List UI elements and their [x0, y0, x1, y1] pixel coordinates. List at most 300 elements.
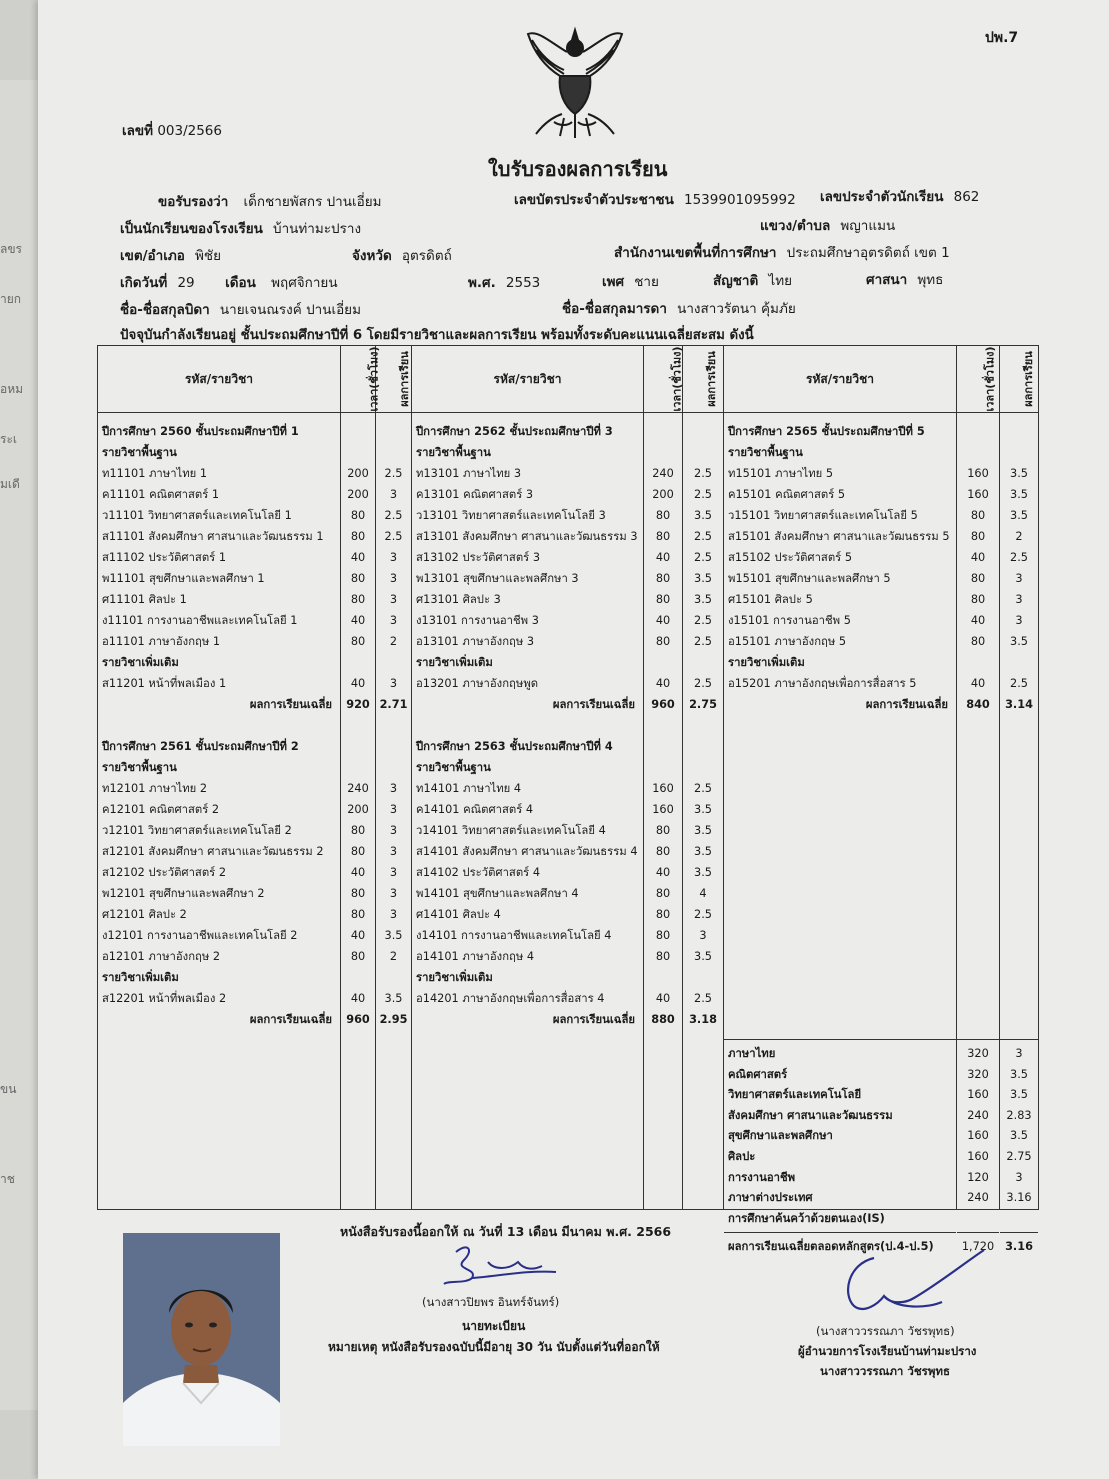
summary-grade: 3.5 [1010, 1067, 1028, 1081]
grade-header [1000, 346, 1039, 413]
form-code: ปพ.7 [985, 30, 1019, 46]
hours-header-label: เวลา(ชั่วโมง) [983, 346, 997, 412]
subject-hours: 40 [655, 677, 671, 690]
validity-note: หมายเหตุ หนังสือรับรองฉบับนี้มีอายุ 30 วัน นับตั้งแต่วันที่ออกให้ [328, 1340, 660, 1354]
subject-name: อ12101 ภาษาอังกฤษ 2 [102, 950, 221, 963]
section-heading: ปีการศึกษา 2560 ชั้นประถมศึกษาปีที่ 1 [102, 425, 299, 438]
subject-grade: 2.5 [694, 635, 712, 648]
summary-hours: 240 [967, 1108, 989, 1122]
col3-subjects [724, 413, 957, 1254]
summary-divider [724, 1039, 956, 1040]
summary-subject: คณิตศาสตร์ [728, 1067, 788, 1081]
subject-name: ง12101 การงานอาชีพและเทคโนโลยี 2 [102, 929, 298, 942]
background-text: ขน [0, 1082, 17, 1096]
subject-name: ค13101 คณิตศาสตร์ 3 [416, 488, 534, 501]
nationality-line [713, 269, 792, 291]
col2-hours [644, 413, 683, 1210]
document-title: ใบรับรองผลการเรียน [488, 157, 668, 181]
born-day: 29 [177, 275, 195, 291]
province-label: จังหวัด [352, 248, 392, 264]
average-label: ผลการเรียนเฉลี่ย [865, 698, 948, 711]
subject-grade: 2 [1015, 530, 1023, 543]
student-id-label: เลขประจำตัวนักเรียน [820, 189, 944, 205]
subject-hours: 40 [350, 866, 366, 879]
subject-hours: 80 [655, 908, 671, 921]
subject-hours: 80 [350, 530, 366, 543]
average-hours: 880 [651, 1013, 675, 1026]
subject-name: อ11101 ภาษาอังกฤษ 1 [102, 635, 221, 648]
subject-name: พ15101 สุขศึกษาและพลศึกษา 5 [728, 572, 891, 585]
total-grade: 3.16 [1005, 1240, 1033, 1254]
father-name: นายเจนณรงค์ ปานเอี่ยม [219, 302, 361, 318]
subject-name: อ14101 ภาษาอังกฤษ 4 [416, 950, 535, 963]
mother-line [562, 297, 796, 319]
summary-hours: 320 [967, 1067, 989, 1081]
subject-hours: 160 [967, 488, 989, 501]
summary-hours: 160 [967, 1088, 989, 1102]
average-hours: 960 [346, 1013, 370, 1026]
section-heading: รายวิชาพื้นฐาน [102, 446, 177, 459]
director-name-line2: นางสาววรรณภา วัชรพุทธ [820, 1364, 951, 1378]
id-card-number: 1539901095992 [684, 192, 796, 208]
subject-name: ส11102 ประวัติศาสตร์ 1 [102, 551, 227, 564]
subject-hours: 80 [655, 593, 671, 606]
summary-divider [1000, 1039, 1038, 1040]
subject-name: ง14101 การงานอาชีพและเทคโนโลยี 4 [416, 929, 612, 942]
subject-name: ท13101 ภาษาไทย 3 [416, 467, 522, 480]
subject-grade: 2.5 [694, 614, 712, 627]
summary-grade: 3.5 [1010, 1088, 1028, 1102]
subject-name: ศ13101 ศิลปะ 3 [416, 593, 501, 606]
average-label: ผลการเรียนเฉลี่ย [552, 1013, 635, 1026]
subject-grade: 3 [389, 488, 398, 501]
summary-subject: การงานอาชีพ [728, 1170, 796, 1184]
summary-hours: 120 [967, 1170, 989, 1184]
subject-name: ศ15101 ศิลปะ 5 [728, 593, 813, 606]
subject-hours: 80 [970, 530, 986, 543]
subject-name: ท15101 ภาษาไทย 5 [728, 467, 834, 480]
average-hours: 920 [346, 698, 370, 711]
subject-name: ศ12101 ศิลปะ 2 [102, 908, 187, 921]
birth-line [120, 271, 338, 293]
average-grade: 2.95 [379, 1013, 408, 1026]
subject-hours: 80 [350, 572, 366, 585]
subject-header: รหัส/รายวิชา [98, 346, 341, 413]
subject-name: ท12101 ภาษาไทย 2 [102, 782, 208, 795]
section-heading: รายวิชาพื้นฐาน [102, 761, 177, 774]
hours-header [644, 346, 683, 413]
subject-grade: 2.5 [694, 908, 712, 921]
subject-hours: 80 [350, 887, 366, 900]
summary-subject: ภาษาไทย [728, 1047, 776, 1060]
summary-subject: สังคมศึกษา ศาสนาและวัฒนธรรม [728, 1108, 893, 1122]
subject-grade: 3.5 [384, 992, 403, 1005]
subdistrict-value: พญาแมน [840, 218, 896, 234]
subject-name: ส12102 ประวัติศาสตร์ 2 [102, 866, 227, 879]
summary-grade: 3 [1015, 1170, 1023, 1184]
subject-grade: 3.5 [694, 593, 712, 606]
subject-grade: 3.5 [1010, 509, 1028, 522]
average-grade: 3.18 [689, 1013, 717, 1026]
background-text: ายก [0, 292, 22, 306]
subject-grade: 2.5 [694, 551, 712, 564]
section-heading: รายวิชาพื้นฐาน [416, 446, 491, 459]
director-signature [838, 1244, 998, 1324]
subject-grade: 3.5 [694, 950, 712, 963]
doc-number [122, 119, 222, 141]
province-value: อุตรดิตถ์ [401, 248, 452, 264]
subject-grade: 3 [389, 866, 398, 879]
sex-line [602, 270, 659, 292]
sex-label: เพศ [602, 274, 625, 290]
subject-hours: 200 [347, 467, 369, 480]
summary-divider [957, 1039, 999, 1040]
section-heading: ปีการศึกษา 2565 ชั้นประถมศึกษาปีที่ 5 [728, 425, 925, 438]
subject-hours: 80 [655, 887, 671, 900]
background-text: อหม [0, 382, 24, 396]
total-label: ผลการเรียนเฉลี่ยตลอดหลักสูตร(ป.4-ป.5) [728, 1240, 934, 1254]
id-card-line [514, 188, 796, 210]
current-statement: ปัจจุบันกำลังเรียนอยู่ ชั้นประถมศึกษาปีที่ 6 โดยมีรายวิชาและผลการเรียน พร้อมทั้งระดับคะแนนเฉลี่ยสะสม ดังนี้ [120, 328, 754, 343]
subject-grade: 2.5 [1010, 551, 1028, 564]
subject-hours: 40 [350, 614, 366, 627]
subject-hours: 80 [350, 908, 366, 921]
hours-header-label: เวลา(ชั่วโมง) [367, 346, 381, 412]
born-year: 2553 [505, 275, 541, 291]
id-card-label: เลขบัตรประจำตัวประชาชน [514, 192, 674, 208]
office-label: สำนักงานเขตพื้นที่การศึกษา [614, 245, 777, 261]
director-name: (นางสาววรรณภา วัชรพุทธ) [816, 1324, 955, 1338]
subject-grade: 2.5 [694, 992, 712, 1005]
col3-hours [957, 413, 1000, 1254]
average-grade: 3.14 [1005, 698, 1033, 711]
school-name: บ้านท่ามะปราง [273, 221, 362, 237]
grade-header [683, 346, 724, 413]
district-label: เขต/อำเภอ [120, 248, 185, 264]
subject-hours: 80 [970, 593, 986, 606]
subject-hours: 40 [970, 614, 986, 627]
section-heading: รายวิชาเพิ่มเติม [416, 656, 493, 669]
subject-grade: 3 [389, 551, 398, 564]
subject-name: ท14101 ภาษาไทย 4 [416, 782, 522, 795]
mother-name: นางสาวรัตนา คุ้มภัย [677, 301, 796, 317]
subject-name: ว12101 วิทยาศาสตร์และเทคโนโลยี 2 [102, 824, 292, 837]
subject-grade: 3 [1015, 593, 1023, 606]
total-divider [957, 1232, 999, 1233]
section-heading: ปีการศึกษา 2563 ชั้นประถมศึกษาปีที่ 4 [416, 740, 613, 753]
subject-header: รหัส/รายวิชา [412, 346, 644, 413]
subject-hours: 80 [350, 950, 366, 963]
subject-hours: 80 [970, 509, 986, 522]
subject-hours: 80 [655, 635, 671, 648]
grade-header-label: ผลการเรียน [704, 351, 718, 407]
section-heading: ปีการศึกษา 2562 ชั้นประถมศึกษาปีที่ 3 [416, 425, 613, 438]
subject-grade: 3.5 [1010, 635, 1028, 648]
subject-grade: 4 [699, 887, 707, 900]
subdistrict-line [760, 214, 895, 236]
subject-name: พ13101 สุขศึกษาและพลศึกษา 3 [416, 572, 579, 585]
subject-grade: 3.5 [1010, 467, 1028, 480]
subject-hours: 200 [347, 803, 369, 816]
subject-grade: 3 [389, 572, 398, 585]
subject-name: ส11201 หน้าที่พลเมือง 1 [102, 677, 227, 690]
subject-grade: 3 [389, 824, 398, 837]
subject-name: ว13101 วิทยาศาสตร์และเทคโนโลยี 3 [416, 509, 606, 522]
student-photo [123, 1233, 280, 1446]
subject-grade: 3 [389, 803, 398, 816]
subject-name: อ14201 ภาษาอังกฤษเพื่อการสื่อสาร 4 [416, 992, 605, 1005]
col3-grades [1000, 413, 1039, 1254]
background-text: ลขร [0, 242, 23, 256]
info-line-1 [158, 190, 382, 212]
subject-name: อ13101 ภาษาอังกฤษ 3 [416, 635, 535, 648]
nationality-value: ไทย [768, 273, 793, 289]
subject-grade: 2.5 [384, 530, 403, 543]
subject-header: รหัส/รายวิชา [724, 346, 957, 413]
subject-grade: 3.5 [694, 509, 712, 522]
summary-grade: 3 [1015, 1047, 1023, 1060]
summary-hours: 160 [967, 1129, 989, 1143]
section-heading: รายวิชาพื้นฐาน [728, 446, 803, 459]
doc-number-value: 003/2566 [157, 123, 222, 139]
sex-value: ชาย [634, 274, 659, 290]
subject-name: ส15102 ประวัติศาสตร์ 5 [728, 551, 853, 564]
director-title: ผู้อำนวยการโรงเรียนบ้านท่ามะปราง [798, 1344, 977, 1358]
summary-grade: 3.16 [1006, 1191, 1032, 1205]
birth-year-line [468, 271, 540, 293]
summary-subject: การศึกษาค้นคว้าด้วยตนเอง(IS) [728, 1211, 885, 1225]
subject-grade: 2.5 [694, 782, 712, 795]
certify-label: ขอรับรองว่า [158, 194, 229, 210]
subject-hours: 80 [970, 572, 986, 585]
subject-name: ท11101 ภาษาไทย 1 [102, 467, 208, 480]
school-line [120, 217, 361, 239]
subject-name: ง13101 การงานอาชีพ 3 [416, 614, 539, 627]
registrar-title: นายทะเบียน [462, 1319, 526, 1333]
total-divider [724, 1232, 956, 1233]
subject-hours: 40 [350, 929, 366, 942]
hours-header-label: เวลา(ชั่วโมง) [670, 346, 684, 412]
table-body-row [98, 413, 1039, 1210]
subject-grade: 3 [389, 677, 398, 690]
nationality-label: สัญชาติ [713, 273, 759, 289]
subject-name: ค14101 คณิตศาสตร์ 4 [416, 803, 534, 816]
subject-hours: 40 [655, 551, 671, 564]
section-heading: รายวิชาพื้นฐาน [416, 761, 491, 774]
subject-grade: 2.5 [694, 488, 712, 501]
subject-hours: 80 [655, 509, 671, 522]
district-line [120, 244, 221, 266]
col1-hours [341, 413, 376, 1210]
subject-name: ค12101 คณิตศาสตร์ 2 [102, 803, 220, 816]
subject-hours: 40 [970, 677, 986, 690]
father-line [120, 298, 361, 320]
student-id-line [820, 185, 979, 207]
subject-grade: 3 [389, 614, 398, 627]
subject-hours: 200 [347, 488, 369, 501]
subject-grade: 2.5 [384, 509, 403, 522]
subject-hours: 40 [970, 551, 986, 564]
subject-name: อ15101 ภาษาอังกฤษ 5 [728, 635, 847, 648]
subject-grade: 3 [389, 887, 398, 900]
subject-grade: 3 [1015, 614, 1023, 627]
subject-grade: 2.5 [694, 530, 712, 543]
student-name: เด็กชายพัสกร ปานเอี่ยม [243, 194, 382, 210]
subject-name: ง15101 การงานอาชีพ 5 [728, 614, 851, 627]
grade-header-label: ผลการเรียน [1021, 351, 1035, 407]
religion-label: ศาสนา [866, 272, 908, 288]
subject-hours: 40 [350, 992, 366, 1005]
subject-hours: 200 [652, 488, 674, 501]
subject-name: อ15201 ภาษาอังกฤษเพื่อการสื่อสาร 5 [728, 677, 917, 690]
subject-hours: 80 [655, 929, 671, 942]
subject-name: ส14102 ประวัติศาสตร์ 4 [416, 866, 541, 879]
subject-grade: 2.5 [1010, 677, 1028, 690]
summary-grade: 2.83 [1006, 1108, 1032, 1122]
subject-grade: 3 [699, 929, 707, 942]
registrar-signature [438, 1240, 568, 1290]
section-heading: ปีการศึกษา 2561 ชั้นประถมศึกษาปีที่ 2 [102, 740, 299, 753]
subject-name: พ11101 สุขศึกษาและพลศึกษา 1 [102, 572, 265, 585]
school-label: เป็นนักเรียนของโรงเรียน [120, 221, 263, 237]
subject-name: ว15101 วิทยาศาสตร์และเทคโนโลยี 5 [728, 509, 918, 522]
summary-hours: 240 [967, 1191, 989, 1205]
subject-hours: 80 [655, 530, 671, 543]
section-heading: รายวิชาเพิ่มเติม [102, 656, 179, 669]
subject-hours: 40 [350, 551, 366, 564]
col2-subjects [412, 413, 644, 1210]
student-photo-image [123, 1233, 280, 1446]
section-heading: รายวิชาเพิ่มเติม [416, 971, 493, 984]
subject-name: ว11101 วิทยาศาสตร์และเทคโนโลยี 1 [102, 509, 292, 522]
summary-subject: สุขศึกษาและพลศึกษา [728, 1129, 833, 1143]
student-id-number: 862 [953, 189, 980, 205]
subject-hours: 240 [652, 467, 674, 480]
subject-grade: 3.5 [694, 803, 712, 816]
average-label: ผลการเรียนเฉลี่ย [249, 1013, 332, 1026]
subject-hours: 80 [655, 950, 671, 963]
subject-grade: 2.5 [384, 467, 403, 480]
mother-label: ชื่อ-ชื่อสกุลมารดา [562, 301, 667, 317]
col1-subjects [98, 413, 341, 1210]
average-hours: 960 [651, 698, 675, 711]
background-text: ระเ [0, 432, 17, 446]
subject-grade: 3 [1015, 572, 1023, 585]
subject-hours: 40 [655, 866, 671, 879]
subject-grade: 2.5 [694, 677, 712, 690]
subject-name: พ12101 สุขศึกษาและพลศึกษา 2 [102, 887, 265, 900]
year-label: พ.ศ. [468, 275, 496, 291]
subject-grade: 2.5 [694, 467, 712, 480]
summary-subject: วิทยาศาสตร์และเทคโนโลยี [728, 1088, 862, 1102]
subject-grade: 3.5 [694, 866, 712, 879]
subject-hours: 240 [347, 782, 369, 795]
hours-header [341, 346, 381, 413]
religion-line [866, 268, 943, 290]
subject-grade: 2 [389, 950, 398, 963]
col2-grades [683, 413, 724, 1210]
registrar-name: (นางสาวปิยพร อินทร์จันทร์) [422, 1295, 560, 1309]
subject-hours: 80 [655, 572, 671, 585]
subject-hours: 80 [350, 635, 366, 648]
born-label: เกิดวันที่ [120, 275, 168, 291]
summary-grade [1000, 1208, 1038, 1229]
section-heading: รายวิชาเพิ่มเติม [728, 656, 805, 669]
province-line [352, 244, 452, 266]
month-label: เดือน [225, 275, 256, 291]
district-value: พิชัย [195, 248, 222, 264]
subject-name: ส13102 ประวัติศาสตร์ 3 [416, 551, 541, 564]
subject-name: ศ14101 ศิลปะ 4 [416, 908, 501, 921]
subject-grade: 3.5 [694, 824, 712, 837]
summary-subject: ภาษาต่างประเทศ [728, 1191, 813, 1205]
average-label: ผลการเรียนเฉลี่ย [552, 698, 635, 711]
office-line [614, 241, 950, 263]
subject-hours: 40 [655, 614, 671, 627]
subject-name: ง11101 การงานอาชีพและเทคโนโลยี 1 [102, 614, 298, 627]
col1-grades [376, 413, 412, 1210]
summary-subject: ศิลปะ [728, 1150, 756, 1163]
subject-name: ส15101 สังคมศึกษา ศาสนาและวัฒนธรรม 5 [728, 530, 950, 543]
subject-hours: 160 [652, 803, 674, 816]
subject-hours: 40 [655, 992, 671, 1005]
table-header-row [98, 346, 1039, 413]
summary-hours: 320 [967, 1047, 989, 1060]
subject-grade: 3.5 [694, 845, 712, 858]
subject-grade: 3 [389, 782, 398, 795]
subject-grade: 3.5 [384, 929, 403, 942]
average-label: ผลการเรียนเฉลี่ย [249, 698, 332, 711]
certificate-sheet [38, 0, 1109, 1479]
subdistrict-label: แขวง/ตำบล [760, 218, 831, 234]
subject-hours: 80 [655, 824, 671, 837]
garuda-emblem [520, 22, 630, 140]
subject-hours: 80 [350, 824, 366, 837]
total-divider [1000, 1232, 1038, 1233]
summary-hours [957, 1208, 999, 1229]
section-heading: รายวิชาเพิ่มเติม [102, 971, 179, 984]
background-text: าช [0, 1172, 15, 1186]
background-text: มเดี [0, 477, 20, 491]
subject-hours: 160 [652, 782, 674, 795]
subject-grade: 3 [389, 845, 398, 858]
subject-name: ศ11101 ศิลปะ 1 [102, 593, 187, 606]
subject-hours: 80 [350, 845, 366, 858]
subject-hours: 160 [967, 467, 989, 480]
subject-name: อ13201 ภาษาอังกฤษพูด [416, 677, 539, 690]
doc-number-label: เลขที่ [122, 123, 154, 139]
subject-name: ส12101 สังคมศึกษา ศาสนาและวัฒนธรรม 2 [102, 845, 324, 858]
summary-hours: 160 [967, 1150, 989, 1163]
issue-date: หนังสือรับรองนี้ออกให้ ณ วันที่ 13 เดือน มีนาคม พ.ศ. 2566 [340, 1224, 672, 1239]
subject-name: ส14101 สังคมศึกษา ศาสนาและวัฒนธรรม 4 [416, 845, 638, 858]
subject-hours: 80 [655, 845, 671, 858]
average-hours: 840 [966, 698, 990, 711]
subject-grade: 3 [389, 593, 398, 606]
subject-name: ส13101 สังคมศึกษา ศาสนาและวัฒนธรรม 3 [416, 530, 638, 543]
subject-name: ว14101 วิทยาศาสตร์และเทคโนโลยี 4 [416, 824, 606, 837]
office-value: ประถมศึกษาอุตรดิตถ์ เขต 1 [786, 245, 950, 261]
average-grade: 2.75 [689, 698, 717, 711]
summary-grade: 3.5 [1010, 1129, 1028, 1143]
subject-name: ค15101 คณิตศาสตร์ 5 [728, 488, 846, 501]
subject-name: ส11101 สังคมศึกษา ศาสนาและวัฒนธรรม 1 [102, 530, 324, 543]
subject-hours: 80 [970, 635, 986, 648]
father-label: ชื่อ-ชื่อสกุลบิดา [120, 302, 210, 318]
subject-grade: 3.5 [694, 572, 712, 585]
subject-hours: 80 [350, 509, 366, 522]
subject-grade: 3 [389, 908, 398, 921]
